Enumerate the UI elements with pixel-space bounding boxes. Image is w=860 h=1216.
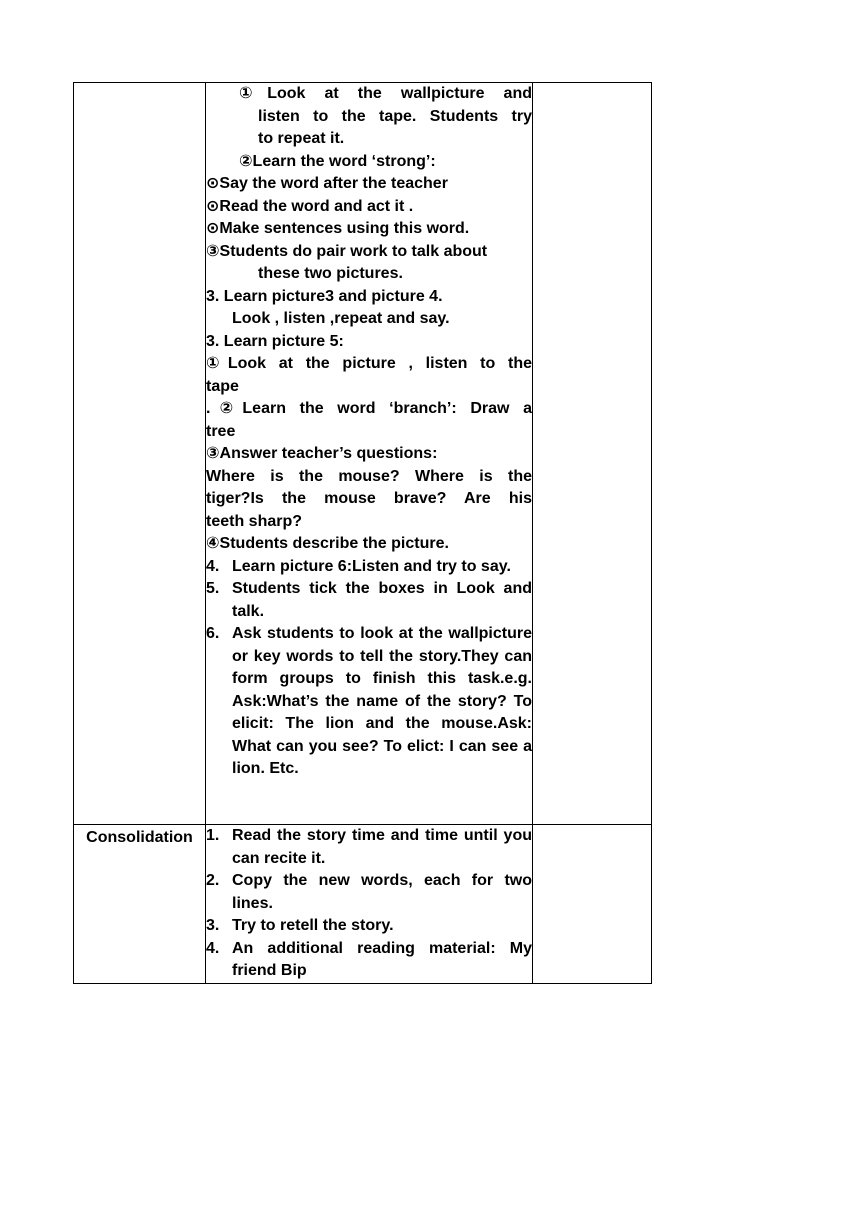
list-item [206,915,532,938]
list-item [206,578,532,623]
step-line: .②Learn the word ‘branch’: Draw a [206,400,532,417]
step-line: tape [206,377,239,395]
list-item [206,870,532,915]
item-text: Copy the new words, each for two lines. [232,872,532,912]
step-line: tiger?Is the mouse brave? Are his [206,490,532,507]
step-line: ⊙Read the word and act it . [206,197,414,215]
item-number: 4. [206,557,220,575]
notes-cell [533,83,652,825]
step-line: ③Students do pair work to talk about [206,242,488,260]
item-text: An additional reading material: My friend Bip [232,939,532,979]
item-text: Try to retell the story. [232,917,394,934]
list-item [206,938,532,983]
step-line: ④Students describe the picture. [206,535,449,552]
stage-label [74,83,205,85]
notes-cell [533,825,652,984]
step-line: ⊙Say the word after the teacher [206,175,448,192]
step-line: tree [206,422,236,440]
item-text: Ask students to look at the wallpicture or key words to tell the story.They can form groups to finish this task.e.g. Ask:What’s the name of the story? To elicit: The lion and the mouse.Ask: What can you see? To elict: I can see a lion. Etc. [232,625,532,777]
lesson-plan-table [73,82,652,984]
item-text: Students tick the boxes in Look and talk. [232,580,532,620]
step-line: ①Look at the picture , listen to the [206,355,532,372]
item-number: 3. [206,917,220,934]
step-line: teeth sharp? [206,512,303,530]
table-row [74,825,652,984]
step-line: ③Answer teacher’s questions: [206,445,438,462]
step-line: these two pictures. [258,265,403,282]
step-line: ①Look at the wallpicture and [239,85,532,102]
item-number: 6. [206,625,220,642]
item-number: 1. [206,827,220,844]
step-line: ②Learn the word ‘strong’: [239,152,436,170]
step-line: listen to the tape. Students try [258,107,532,125]
list-item [206,825,532,870]
stage-label: Consolidation [86,829,193,846]
item-text: Learn picture 6:Listen and try to say. [232,557,511,575]
step-line: 3. Learn picture 5: [206,332,344,350]
procedure-cell [206,825,533,984]
step-line: 3. Learn picture3 and picture 4. [206,287,443,305]
item-number: 5. [206,580,220,597]
step-line: Where is the mouse? Where is the [206,467,532,485]
table-row [74,83,652,825]
step-line: to repeat it. [258,130,345,147]
list-item [206,556,532,579]
stage-cell [74,825,206,984]
step-line: ⊙Make sentences using this word. [206,220,470,237]
procedure-cell [206,83,533,825]
stage-cell [74,83,206,825]
list-item [206,623,532,781]
item-text: Read the story time and time until you can recite it. [232,827,532,867]
item-number: 4. [206,939,220,957]
item-number: 2. [206,872,220,889]
step-line: Look , listen ,repeat and say. [232,310,450,327]
